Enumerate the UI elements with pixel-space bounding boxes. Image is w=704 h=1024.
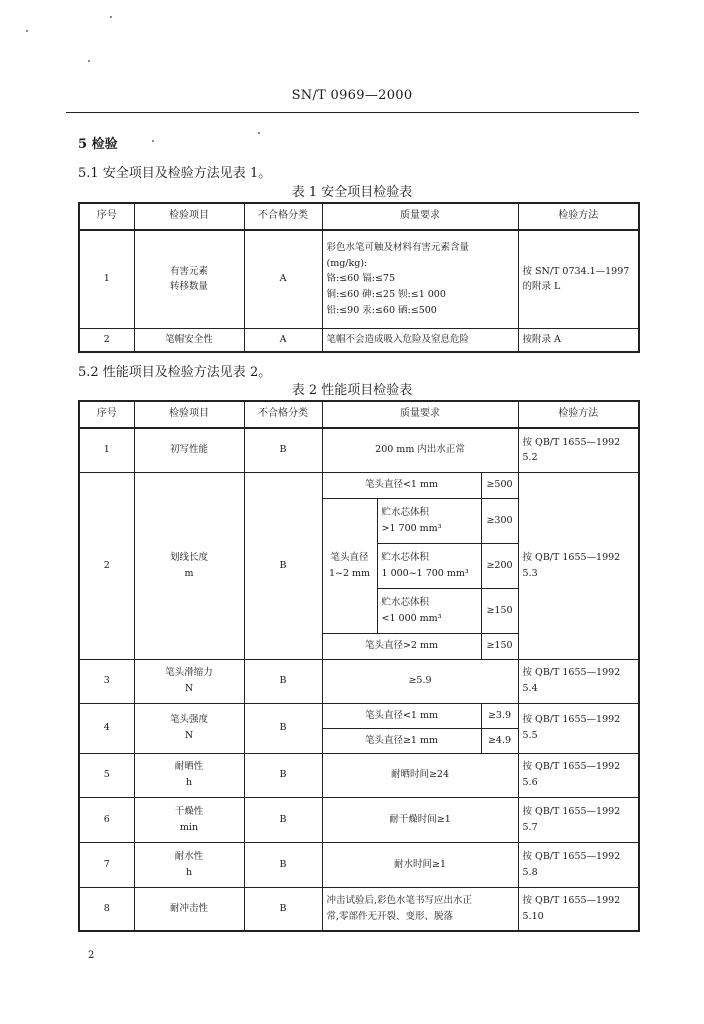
defect-class: B — [244, 753, 322, 797]
inspection-method: 按 QB/T 1655—1992 5.8 — [518, 842, 639, 887]
safety-table — [78, 202, 640, 353]
scan-speck — [88, 60, 90, 62]
section-5-1-text: 5.1 安全项目及检验方法见表 1。 — [78, 166, 272, 181]
row-number: 1 — [79, 428, 134, 472]
requirement-value: ≥200 — [481, 543, 518, 588]
table-row — [79, 887, 639, 931]
defect-class: B — [244, 842, 322, 887]
inspection-item: 笔帽安全性 — [134, 328, 244, 352]
col-header: 序号 — [79, 203, 134, 230]
requirement-label: 笔头直径≥1 mm — [322, 728, 481, 753]
inspection-method: 按 QB/T 1655—1992 5.10 — [518, 887, 639, 931]
inspection-method: 按 QB/T 1655—1992 5.4 — [518, 659, 639, 703]
col-header: 质量要求 — [322, 203, 518, 230]
inspection-item: 初写性能 — [134, 428, 244, 472]
table-row — [79, 428, 639, 472]
section-5-2-text: 5.2 性能项目及检验方法见表 2。 — [78, 365, 272, 380]
requirement-label: 笔头直径<1 mm — [322, 472, 481, 498]
col-header: 不合格分类 — [244, 203, 322, 230]
row-number: 2 — [79, 328, 134, 352]
table1-caption: 表 1 安全项目检验表 — [291, 185, 413, 200]
requirement-sublabel: 贮水芯体积 >1 700 mm³ — [377, 498, 481, 543]
requirement-label: 笔头直径<1 mm — [322, 703, 481, 728]
requirement-value: ≥150 — [481, 633, 518, 659]
requirement-value: ≥500 — [481, 472, 518, 498]
defect-class: A — [244, 230, 322, 328]
col-header: 检验项目 — [134, 401, 244, 428]
requirement-value: ≥150 — [481, 588, 518, 633]
defect-class: B — [244, 659, 322, 703]
row-number: 3 — [79, 659, 134, 703]
row-number: 2 — [79, 472, 134, 659]
row-number: 1 — [79, 230, 134, 328]
section-5-heading: 5 检验 — [78, 137, 118, 152]
table-row — [79, 703, 639, 728]
requirement-sublabel: 贮水芯体积 1 000~1 700 mm³ — [377, 543, 481, 588]
requirement-value: ≥3.9 — [481, 703, 518, 728]
page-number: 2 — [88, 950, 95, 961]
row-number: 4 — [79, 703, 134, 753]
scan-speck — [26, 30, 28, 32]
table-row — [79, 842, 639, 887]
table-row — [79, 797, 639, 842]
quality-requirement: 耐晒时间≥24 — [322, 753, 518, 797]
inspection-item: 笔头滑缩力 N — [134, 659, 244, 703]
col-header: 检验方法 — [518, 203, 639, 230]
table-row — [79, 753, 639, 797]
requirement-label: 笔头直径>2 mm — [322, 633, 481, 659]
requirement-label: 笔头直径 1~2 mm — [322, 498, 377, 633]
col-header: 检验项目 — [134, 203, 244, 230]
col-header: 质量要求 — [322, 401, 518, 428]
scan-speck — [258, 132, 260, 134]
inspection-method: 按 SN/T 0734.1—1997 的附录 L — [518, 230, 639, 328]
table-row — [79, 472, 639, 498]
scan-speck — [152, 140, 154, 142]
row-number: 5 — [79, 753, 134, 797]
inspection-method: 按 QB/T 1655—1992 5.2 — [518, 428, 639, 472]
page-header-code: SN/T 0969—2000 — [291, 88, 413, 103]
defect-class: B — [244, 703, 322, 753]
requirement-value: ≥4.9 — [481, 728, 518, 753]
defect-class: A — [244, 328, 322, 352]
quality-requirement: 200 mm 内出水正常 — [322, 428, 518, 472]
inspection-item: 有害元素 转移数量 — [134, 230, 244, 328]
table-row — [79, 659, 639, 703]
defect-class: B — [244, 797, 322, 842]
table-row — [79, 230, 639, 328]
defect-class: B — [244, 428, 322, 472]
defect-class: B — [244, 472, 322, 659]
defect-class: B — [244, 887, 322, 931]
inspection-method: 按 QB/T 1655—1992 5.7 — [518, 797, 639, 842]
inspection-item: 干燥性 min — [134, 797, 244, 842]
requirement-sublabel: 贮水芯体积 <1 000 mm³ — [377, 588, 481, 633]
col-header: 不合格分类 — [244, 401, 322, 428]
row-number: 6 — [79, 797, 134, 842]
row-number: 8 — [79, 887, 134, 931]
header-rule — [66, 112, 639, 113]
col-header: 检验方法 — [518, 401, 639, 428]
table-row — [79, 328, 639, 352]
scan-speck — [110, 16, 112, 18]
inspection-method: 按 QB/T 1655—1992 5.5 — [518, 703, 639, 753]
inspection-method: 按 QB/T 1655—1992 5.6 — [518, 753, 639, 797]
quality-requirement: 彩色水笔可触及材料有害元素含量 (mg/kg): 铬:≤60 镉:≤75 铜:≤60 砷:≤25 钡:≤1 000 铅:≤90 汞:≤60 硒:≤500 — [322, 230, 518, 328]
table2-caption: 表 2 性能项目检验表 — [291, 383, 413, 398]
requirement-value: ≥300 — [481, 498, 518, 543]
inspection-item: 划线长度 m — [134, 472, 244, 659]
inspection-item: 耐水性 h — [134, 842, 244, 887]
quality-requirement: ≥5.9 — [322, 659, 518, 703]
inspection-item: 耐晒性 h — [134, 753, 244, 797]
performance-table — [78, 400, 640, 932]
inspection-method: 按 QB/T 1655—1992 5.3 — [518, 472, 639, 659]
quality-requirement: 冲击试验后,彩色水笔书写应出水正 常,零部件无开裂、变形、脱落 — [322, 887, 518, 931]
inspection-method: 按附录 A — [518, 328, 639, 352]
inspection-item: 耐冲击性 — [134, 887, 244, 931]
quality-requirement: 耐干燥时间≥1 — [322, 797, 518, 842]
col-header: 序号 — [79, 401, 134, 428]
quality-requirement: 耐水时间≥1 — [322, 842, 518, 887]
quality-requirement: 笔帽不会造成吸入危险及窒息危险 — [322, 328, 518, 352]
row-number: 7 — [79, 842, 134, 887]
inspection-item: 笔头强度 N — [134, 703, 244, 753]
